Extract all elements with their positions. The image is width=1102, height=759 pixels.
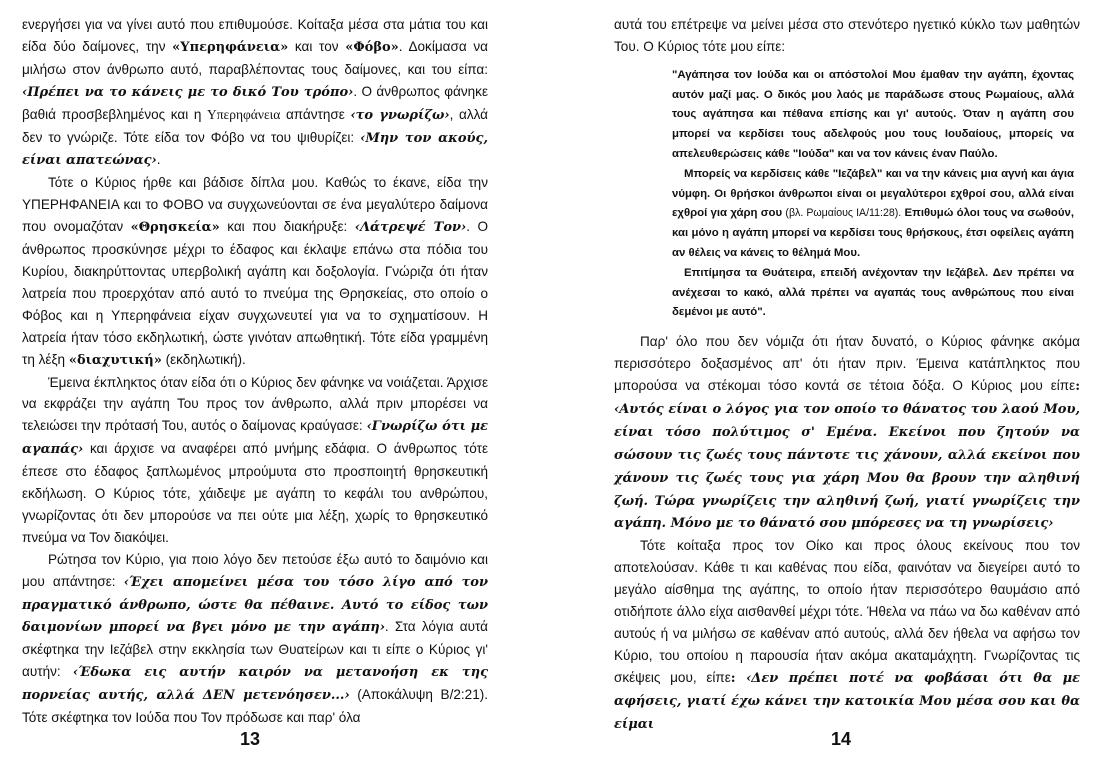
emphasis: ‹Γνωρίζω ότι με αγαπάς›	[22, 419, 488, 458]
scripture-reference: (βλ. Ρωμαίους ΙΑ/11:28).	[785, 207, 902, 220]
emphasis: ‹Αυτός είναι ο λόγος για τον οποίο το θάνατος του λαού Μου, είναι τόσο πολύτιμος σ' Εμένα. Εκείνοι που ζητούν να σώσουν τις ζωές τους πάντοτε τις χάνουν, αλλά εκείνοι που χάνουν τις ζωές τους για χάρη Μου θα βρουν την αληθινή ζωή. Τώρα γνωρίζεις την αληθινή ζωή, γιατί γνωρίζεις την αγάπη. Μόνο με το θάνατό σου μπόρεσες να τη γνωρίσεις›	[614, 401, 1080, 532]
emphasis: ‹Μην τον ακούς, είναι απατεώνας›	[22, 130, 488, 169]
paragraph	[22, 372, 488, 549]
quote-paragraph	[672, 165, 1074, 264]
emphasis: ‹Πρέπει να το κάνεις με το δικό Του τρόπο›	[22, 84, 354, 100]
text-run: και άρχισε να αναφέρει από μνήμης εδάφια. Ο άνθρωπος τότε έπεσε στο έδαφος ξαπλωμένος μπρούμυτα στο προσποιητή θρησκευτική εκδήλωση. Ο Κύριος τότε, χάιδεψε με αγάπη το κεφάλι του ανθρώπου, γνωρίζοντας ότι δεν μπορούσε να πει ούτε μια λέξη, χωρίς το θρησκευτικό πνεύμα να Τον διακόψει.	[22, 441, 488, 545]
text-run: Επιθυμώ όλοι τους να σωθούν, και μόνο η αγάπη μπορεί να κερδίσει τους θρήσκους, έτσι οφείλεις αγάπη αν θέλεις να κάνεις το θέλημά Μου.	[672, 207, 1075, 259]
text-run: . Στα λόγια αυτά σκέφτηκα την Ιεζάβελ στην εκκλησία των Θυατείρων και τι είπε ο Κύριος γι' αυτήν:	[22, 619, 488, 680]
page-number: 14	[831, 729, 852, 749]
quote-paragraph: "Αγάπησα τον Ιούδα και οι απόστολοί Μου έμαθαν την αγάπη, έχοντας αυτόν μαζί μας. Ο δικός μου λαός με παράδωσε στους Ρωμαίους, αλλά τους αγάπησα και πέθανα επίσης και γι' αυτούς. Όταν η αγάπη σου μπορεί να κερδίσει τους αδελφούς μου τους Ιουδαίους, μπορείς να απελευθερώσεις κάθε "Ιούδα" και να τον κάνεις έναν Παύλο.	[672, 68, 1074, 160]
block-quote	[672, 66, 1074, 323]
paragraph	[22, 14, 488, 172]
text-run: . Ο άνθρωπος προσκύνησε μέχρι το έδαφος και έκλαψε επάνω στα πόδια του Κυρίου, διακηρύττοντας υπερβολική αγάπη και δοξολογία. Γνώριζα ότι ήταν λατρεία που προερχόταν από αυτό το πνεύμα της Θρησκείας, στο οποίο ο Φόβος και η Υπερηφάνεια είχαν συγχωνευτεί για να το σχηματίσουν. Η λατρεία ήταν τόσο εκδηλωτική, ώστε γινόταν απωθητική. Τότε είδα γραμμένη τη λέξη	[22, 219, 488, 367]
text-run: Μπορείς να κερδίσεις κάθε "Ιεζάβελ" και να την κάνεις μια αγνή και άγια νύμφη. Οι θρήσκοι άνθρωποι είναι οι μεγαλύτεροι εχθροί σου, αλλά είναι εχθροί για χάρη σου	[672, 167, 1074, 220]
left-page	[22, 14, 488, 759]
text-run: Τότε κοίταξα προς τον Οίκο και προς όλους εκείνους που τον αποτελούσαν. Κάθε τι και καθένας που είδα, φαινόταν να διεγείρει αυτό το μεγάλο αίσθημα της αγάπης, το οποίο ήταν περισσότερο θαυμάσιο από οτιδήποτε άλλο είχα αισθανθεί μέχρι τότε. Ήθελα να πάω να δω καθέναν από αυτούς ή να μιλήσω σε καθέναν από αυτούς, αλλά δεν ήθελα να αφήσω τον Κύριο, του οποίου η παρουσία ήταν ακόμα ακαταμάχητη. Γνωρίζοντας τις σκέψεις μου, είπε	[614, 538, 1080, 685]
paragraph	[22, 172, 488, 371]
text-run: :	[730, 670, 747, 686]
emphasis: ‹Λάτρεψέ Τον›	[354, 220, 467, 236]
emphasis: «Υπερηφάνεια»	[172, 39, 289, 55]
emphasis: «Φόβο»	[345, 39, 399, 55]
text-run: (Αποκάλυψη Β/2:21). Τότε σκέφτηκα τον Ιούδα που Τον πρόδωσε και παρ' όλα	[22, 687, 489, 726]
paragraph	[22, 549, 488, 729]
emphasis: ‹το γνωρίζω›	[350, 107, 450, 123]
text-run: ενεργήσει για να γίνει αυτό που επιθυμούσε. Κοίταξα μέσα στα μάτια του και είδα δύο δαίμονες, την	[22, 17, 488, 54]
emphasis: ‹Έχει απομείνει μέσα του τόσο λίγο από τον πραγματικό άνθρωπο, ώστε θα πέθαινε. Αυτό το είδος των δαιμονίων μπορεί να βγει μόνο με την αγάπη›	[22, 574, 489, 636]
text-run: Τότε ο Κύριος ήρθε και βάδισε δίπλα μου. Καθώς το έκανε, είδα την ΥΠΕΡΗΦΑΝΕΙΑ και το ΦΟΒΟ να συγχωνεύονται σε ένα μεγαλύτερο δαίμονα που ονομαζόταν	[22, 175, 488, 235]
emphasis: «Θρησκεία»	[130, 220, 220, 236]
text-run: . Ο άνθρωπος φάνηκε βαθιά προσβεβλημένος και η	[22, 83, 488, 122]
text-run: (εκδηλωτική).	[161, 351, 246, 367]
emphasis: «διαχυτική»	[68, 352, 162, 368]
text-run: απάντησε	[280, 106, 351, 122]
text-run: . Δοκίμασα να μιλήσω στον άνθρωπο αυτό, παραβλέποντας τους δαίμονες, και του είπα:	[22, 38, 488, 77]
paragraph	[614, 331, 1080, 535]
page-number: 13	[240, 729, 261, 749]
quote-paragraph: Επιτίμησα τα Θυάτειρα, επειδή ανέχονταν την Ιεζάβελ. Δεν πρέπει να ανέχεσαι το κακό, αλλά πρέπει να αγαπάς τους ανθρώπους που είναι δεμένοι με αυτό".	[672, 266, 1074, 319]
text-run: και τον	[288, 38, 346, 54]
text-run: , αλλά δεν το γνώριζε. Τότε είδα τον Φόβο να του ψιθυρίζει:	[22, 106, 488, 145]
paragraph	[614, 535, 1080, 735]
text-run: Υπερηφάνεια	[206, 106, 281, 122]
text-run: :	[1075, 378, 1080, 394]
text-run: Παρ' όλο που δεν νόμιζα ότι ήταν δυνατό, ο Κύριος φάνηκε ακόμα περισσότερο δοξασμένος απ' ότι ήταν πριν. Έμεινα κατάπληκτος που μπορούσα να στέκομαι τόσο κοντά σε τέτοια δόξα. Ο Κύριος μου είπε	[614, 334, 1080, 393]
text-run: .	[156, 152, 161, 168]
text-run: Ρώτησα τον Κύριο, για ποιο λόγο δεν πετούσε έξω αυτό το δαιμόνιο και μου απάντησε:	[22, 551, 488, 589]
text-run: Έμεινα έκπληκτος όταν είδα ότι ο Κύριος δεν φάνηκε να νοιάζεται. Άρχισε να εκφράζει την αγάπη Του προς τον άνθρωπο, αλλά πριν μπορέσει να τελειώσει την πρότασή Του, αυτός ο δαίμονας κραύγασε:	[22, 374, 488, 434]
paragraph: αυτά του επέτρεψε να μείνει μέσα στο στενότερο ηγετικό κύκλο των μαθητών Του. Ο Κύριος τότε μου είπε:	[614, 17, 1080, 54]
emphasis: ‹Δεν πρέπει ποτέ να φοβάσαι ότι θα με αφήσεις, γιατί έχω κάνει την κατοικία Μου μέσα σου και θα είμαι	[614, 670, 1080, 732]
text-run: και που διακήρυξε:	[219, 219, 355, 235]
right-page	[614, 14, 1080, 759]
emphasis: ‹Έδωκα εις αυτήν καιρόν να μετανοήση εκ της πορνείας αυτής, αλλά ΔΕΝ μετενόησεν...›	[22, 665, 489, 704]
